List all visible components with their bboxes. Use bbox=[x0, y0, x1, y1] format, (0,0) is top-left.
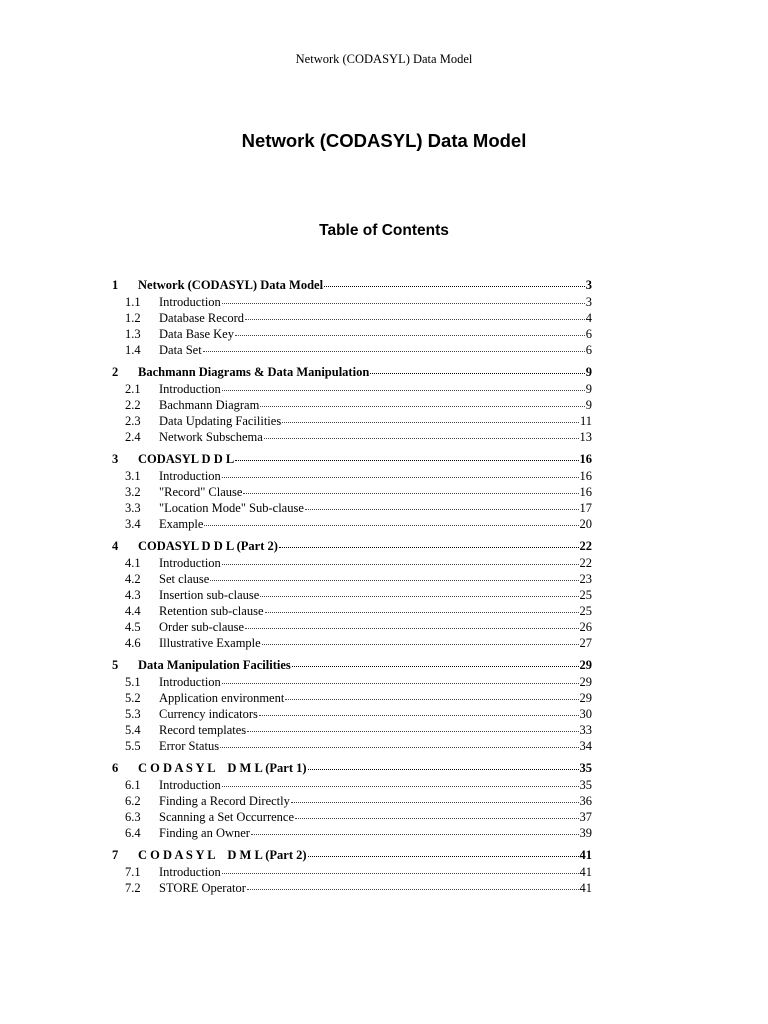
toc-entry-page-number: 36 bbox=[579, 794, 592, 808]
toc-entry-page-number: 33 bbox=[579, 723, 592, 737]
toc-entry-title: Introduction bbox=[159, 778, 221, 792]
dot-leader bbox=[279, 547, 579, 548]
toc-entry-number: 4.3 bbox=[125, 588, 141, 602]
dot-leader bbox=[260, 596, 578, 597]
toc-entry-number: 4.4 bbox=[125, 604, 141, 618]
toc-entry-number: 5.4 bbox=[125, 723, 141, 737]
dot-leader bbox=[220, 747, 578, 748]
toc-entry-page-number: 29 bbox=[579, 658, 592, 672]
toc-entry-page-number: 41 bbox=[579, 848, 592, 862]
toc-section-entry[interactable] bbox=[112, 674, 592, 690]
toc-entry-number: 4 bbox=[112, 539, 119, 553]
toc-section-entry[interactable] bbox=[112, 880, 592, 896]
dot-leader bbox=[204, 525, 578, 526]
toc-entry-number: 4.2 bbox=[125, 572, 141, 586]
toc-entry-number: 5.3 bbox=[125, 707, 141, 721]
dot-leader bbox=[264, 438, 579, 439]
toc-entry-page-number: 9 bbox=[585, 398, 592, 412]
dot-leader bbox=[308, 856, 579, 857]
toc-entry-number: 3.2 bbox=[125, 485, 141, 499]
toc-section-entry[interactable] bbox=[112, 413, 592, 429]
dot-leader bbox=[222, 303, 585, 304]
toc-entry-number: 1.4 bbox=[125, 343, 141, 357]
toc-chapter-entry[interactable] bbox=[112, 538, 592, 555]
toc-chapter-entry[interactable] bbox=[112, 847, 592, 864]
dot-leader bbox=[210, 580, 578, 581]
toc-entry-title: Order sub-clause bbox=[159, 620, 245, 634]
toc-entry-number: 3 bbox=[112, 452, 119, 466]
toc-entry-page-number: 11 bbox=[579, 414, 592, 428]
toc-entry-title: Error Status bbox=[159, 739, 220, 753]
toc-entry-page-number: 3 bbox=[585, 295, 592, 309]
dot-leader bbox=[324, 286, 585, 287]
toc-entry-number: 6 bbox=[112, 761, 119, 775]
toc-entry-page-number: 35 bbox=[579, 778, 592, 792]
dot-leader bbox=[251, 834, 579, 835]
toc-entry-title: Introduction bbox=[159, 382, 221, 396]
table-of-contents bbox=[112, 277, 592, 896]
toc-entry-page-number: 25 bbox=[579, 588, 592, 602]
dot-leader bbox=[282, 422, 579, 423]
toc-entry-number: 6.3 bbox=[125, 810, 141, 824]
toc-entry-page-number: 41 bbox=[579, 881, 592, 895]
toc-entry-page-number: 16 bbox=[579, 485, 592, 499]
toc-section-entry[interactable] bbox=[112, 397, 592, 413]
toc-entry-title: Data Set bbox=[159, 343, 202, 357]
toc-entry-title: Record templates bbox=[159, 723, 247, 737]
toc-chapter-entry[interactable] bbox=[112, 277, 592, 294]
toc-entry-number: 1 bbox=[112, 278, 119, 292]
toc-entry-page-number: 9 bbox=[585, 382, 592, 396]
toc-entry-number: 6.1 bbox=[125, 778, 141, 792]
toc-chapter-entry[interactable] bbox=[112, 657, 592, 674]
toc-section-entry[interactable] bbox=[112, 294, 592, 310]
dot-leader bbox=[235, 335, 585, 336]
toc-section-entry[interactable] bbox=[112, 484, 592, 500]
toc-section-entry[interactable] bbox=[112, 468, 592, 484]
toc-entry-page-number: 22 bbox=[579, 539, 592, 553]
toc-entry-number: 1.1 bbox=[125, 295, 141, 309]
dot-leader bbox=[222, 564, 579, 565]
dot-leader bbox=[262, 644, 579, 645]
toc-entry-title: Retention sub-clause bbox=[159, 604, 264, 618]
toc-section-entry[interactable] bbox=[112, 603, 592, 619]
toc-entry-page-number: 16 bbox=[579, 469, 592, 483]
toc-chapter-entry[interactable] bbox=[112, 364, 592, 381]
toc-entry-title: Database Record bbox=[159, 311, 245, 325]
toc-entry-title: C O D A S Y L D M L (Part 2) bbox=[138, 848, 307, 862]
toc-entry-page-number: 26 bbox=[579, 620, 592, 634]
toc-entry-page-number: 6 bbox=[585, 343, 592, 357]
toc-entry-title: Illustrative Example bbox=[159, 636, 261, 650]
toc-entry-number: 6.2 bbox=[125, 794, 141, 808]
toc-section-entry[interactable] bbox=[112, 722, 592, 738]
toc-entry-number: 7.1 bbox=[125, 865, 141, 879]
toc-entry-number: 7.2 bbox=[125, 881, 141, 895]
toc-entry-page-number: 37 bbox=[579, 810, 592, 824]
toc-entry-number: 2 bbox=[112, 365, 119, 379]
dot-leader bbox=[222, 390, 585, 391]
toc-entry-page-number: 35 bbox=[579, 761, 592, 775]
toc-entry-page-number: 25 bbox=[579, 604, 592, 618]
toc-section-entry[interactable] bbox=[112, 793, 592, 809]
toc-entry-number: 5.2 bbox=[125, 691, 141, 705]
toc-entry-number: 2.1 bbox=[125, 382, 141, 396]
toc-entry-number: 7 bbox=[112, 848, 119, 862]
dot-leader bbox=[308, 769, 579, 770]
toc-entry-title: Introduction bbox=[159, 469, 221, 483]
toc-chapter-entry[interactable] bbox=[112, 760, 592, 777]
dot-leader bbox=[305, 509, 579, 510]
dot-leader bbox=[203, 351, 585, 352]
toc-section-entry[interactable] bbox=[112, 619, 592, 635]
toc-entry-title: "Record" Clause bbox=[159, 485, 243, 499]
dot-leader bbox=[247, 889, 579, 890]
toc-section-entry[interactable] bbox=[112, 500, 592, 516]
dot-leader bbox=[247, 731, 578, 732]
toc-section-entry[interactable] bbox=[112, 690, 592, 706]
dot-leader bbox=[222, 477, 579, 478]
toc-entry-number: 1.2 bbox=[125, 311, 141, 325]
toc-section-entry[interactable] bbox=[112, 381, 592, 397]
toc-entry-title: Set clause bbox=[159, 572, 210, 586]
running-header: Network (CODASYL) Data Model bbox=[295, 52, 473, 66]
dot-leader bbox=[222, 683, 579, 684]
toc-entry-page-number: 41 bbox=[579, 865, 592, 879]
document-title: Network (CODASYL) Data Model bbox=[241, 130, 527, 151]
toc-entry-page-number: 4 bbox=[585, 311, 592, 325]
toc-section-entry[interactable] bbox=[112, 864, 592, 880]
toc-entry-title: Network (CODASYL) Data Model bbox=[138, 278, 324, 292]
toc-entry-page-number: 6 bbox=[585, 327, 592, 341]
toc-entry-title: Data Manipulation Facilities bbox=[138, 658, 291, 672]
toc-entry-number: 3.4 bbox=[125, 517, 141, 531]
dot-leader bbox=[245, 628, 578, 629]
toc-section-entry[interactable] bbox=[112, 555, 592, 571]
toc-entry-page-number: 30 bbox=[579, 707, 592, 721]
toc-entry-number: 4.6 bbox=[125, 636, 141, 650]
toc-entry-page-number: 3 bbox=[585, 278, 592, 292]
toc-entry-title: CODASYL D D L bbox=[138, 452, 235, 466]
toc-entry-page-number: 34 bbox=[579, 739, 592, 753]
dot-leader bbox=[243, 493, 578, 494]
toc-section-entry[interactable] bbox=[112, 571, 592, 587]
toc-entry-number: 5.1 bbox=[125, 675, 141, 689]
toc-entry-title: Example bbox=[159, 517, 204, 531]
toc-entry-title: Data Updating Facilities bbox=[159, 414, 282, 428]
toc-entry-page-number: 20 bbox=[579, 517, 592, 531]
dot-leader bbox=[292, 666, 579, 667]
toc-section-entry[interactable] bbox=[112, 706, 592, 722]
toc-section-entry[interactable] bbox=[112, 326, 592, 342]
toc-section-entry[interactable] bbox=[112, 516, 592, 532]
toc-entry-title: Application environment bbox=[159, 691, 285, 705]
toc-heading: Table of Contents bbox=[319, 222, 449, 239]
toc-entry-number: 4.1 bbox=[125, 556, 141, 570]
toc-section-entry[interactable] bbox=[112, 635, 592, 651]
toc-entry-page-number: 16 bbox=[579, 452, 592, 466]
toc-entry-page-number: 29 bbox=[579, 675, 592, 689]
toc-entry-page-number: 9 bbox=[585, 365, 592, 379]
toc-entry-title: Introduction bbox=[159, 865, 221, 879]
toc-entry-page-number: 39 bbox=[579, 826, 592, 840]
toc-entry-number: 1.3 bbox=[125, 327, 141, 341]
toc-entry-number: 2.3 bbox=[125, 414, 141, 428]
toc-entry-page-number: 17 bbox=[579, 501, 592, 515]
dot-leader bbox=[291, 802, 579, 803]
toc-section-entry[interactable] bbox=[112, 738, 592, 754]
toc-entry-number: 3.1 bbox=[125, 469, 141, 483]
toc-entry-number: 5.5 bbox=[125, 739, 141, 753]
toc-entry-page-number: 13 bbox=[579, 430, 592, 444]
dot-leader bbox=[245, 319, 585, 320]
toc-entry-title: Data Base Key bbox=[159, 327, 234, 341]
toc-section-entry[interactable] bbox=[112, 342, 592, 358]
toc-entry-number: 6.4 bbox=[125, 826, 141, 840]
toc-section-entry[interactable] bbox=[112, 429, 592, 445]
toc-entry-title: Currency indicators bbox=[159, 707, 258, 721]
toc-section-entry[interactable] bbox=[112, 777, 592, 793]
dot-leader bbox=[259, 715, 579, 716]
toc-entry-page-number: 22 bbox=[579, 556, 592, 570]
toc-entry-number: 4.5 bbox=[125, 620, 141, 634]
dot-leader bbox=[295, 818, 578, 819]
toc-entry-title: Introduction bbox=[159, 675, 221, 689]
toc-section-entry[interactable] bbox=[112, 587, 592, 603]
toc-section-entry[interactable] bbox=[112, 809, 592, 825]
toc-entry-number: 2.4 bbox=[125, 430, 141, 444]
dot-leader bbox=[260, 406, 584, 407]
toc-entry-title: Introduction bbox=[159, 295, 221, 309]
toc-entry-title: Scanning a Set Occurrence bbox=[159, 810, 295, 824]
toc-entry-page-number: 27 bbox=[579, 636, 592, 650]
toc-entry-title: Finding an Owner bbox=[159, 826, 250, 840]
toc-entry-number: 3.3 bbox=[125, 501, 141, 515]
toc-entry-title: Bachmann Diagram bbox=[159, 398, 260, 412]
dot-leader bbox=[235, 460, 578, 461]
toc-entry-title: Network Subschema bbox=[159, 430, 263, 444]
toc-entry-title: "Location Mode" Sub-clause bbox=[159, 501, 304, 515]
dot-leader bbox=[222, 873, 579, 874]
toc-entry-page-number: 29 bbox=[579, 691, 592, 705]
toc-entry-title: Finding a Record Directly bbox=[159, 794, 290, 808]
toc-entry-page-number: 23 bbox=[579, 572, 592, 586]
toc-section-entry[interactable] bbox=[112, 825, 592, 841]
dot-leader bbox=[265, 612, 579, 613]
toc-entry-number: 5 bbox=[112, 658, 119, 672]
toc-entry-number: 2.2 bbox=[125, 398, 141, 412]
toc-entry-title: C O D A S Y L D M L (Part 1) bbox=[138, 761, 307, 775]
dot-leader bbox=[285, 699, 578, 700]
toc-entry-title: Insertion sub-clause bbox=[159, 588, 260, 602]
toc-entry-title: Bachmann Diagrams & Data Manipulation bbox=[138, 365, 370, 379]
toc-entry-title: CODASYL D D L (Part 2) bbox=[138, 539, 278, 553]
toc-entry-title: Introduction bbox=[159, 556, 221, 570]
toc-entry-title: STORE Operator bbox=[159, 881, 246, 895]
dot-leader bbox=[370, 373, 584, 374]
toc-chapter-entry[interactable] bbox=[112, 451, 592, 468]
toc-section-entry[interactable] bbox=[112, 310, 592, 326]
dot-leader bbox=[222, 786, 579, 787]
